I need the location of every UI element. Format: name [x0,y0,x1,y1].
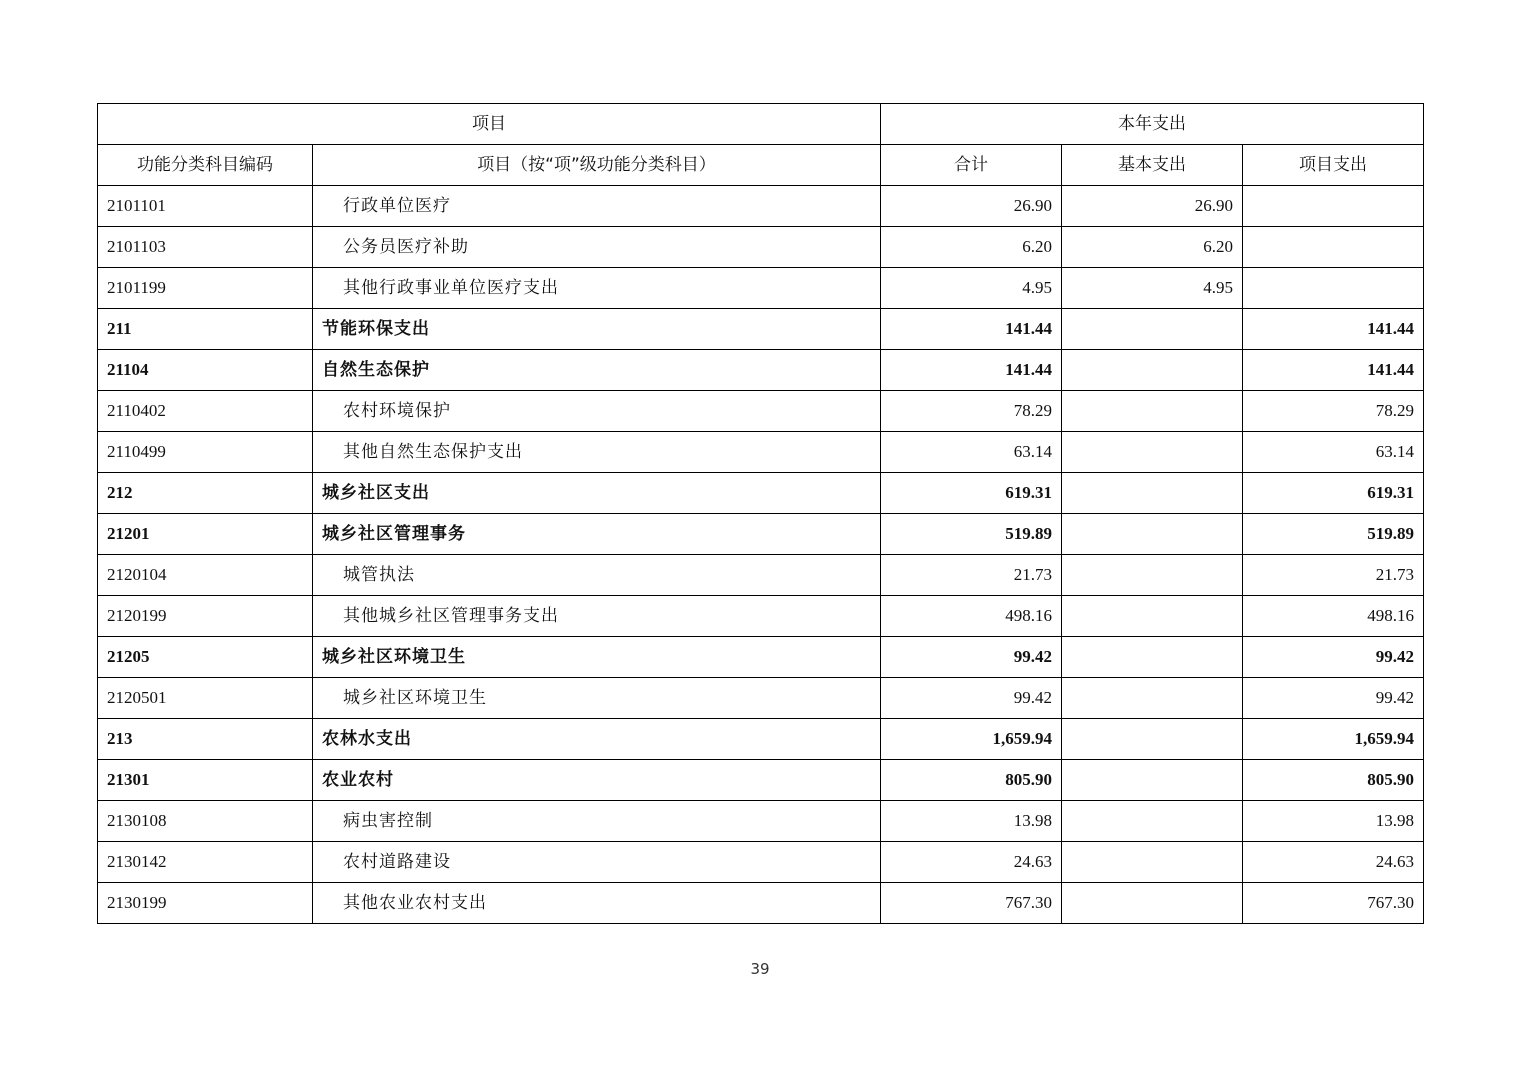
cell-total: 4.95 [881,268,1062,309]
cell-code: 2120104 [98,555,313,596]
cell-name: 城乡社区环境卫生 [313,678,881,719]
cell-code: 2101199 [98,268,313,309]
cell-name: 城管执法 [313,555,881,596]
table-row [98,309,1424,350]
header-basic: 基本支出 [1062,145,1243,186]
cell-basic: 26.90 [1062,186,1243,227]
cell-total: 21.73 [881,555,1062,596]
table-row [98,473,1424,514]
cell-name: 农村环境保护 [313,391,881,432]
cell-total: 1,659.94 [881,719,1062,760]
cell-code: 2110499 [98,432,313,473]
cell-code: 2110402 [98,391,313,432]
table-row [98,432,1424,473]
cell-name: 其他行政事业单位医疗支出 [313,268,881,309]
cell-code: 211 [98,309,313,350]
table-row [98,678,1424,719]
cell-total: 24.63 [881,842,1062,883]
cell-name: 其他农业农村支出 [313,883,881,924]
table-row [98,883,1424,924]
cell-project: 99.42 [1243,637,1424,678]
expenditure-table [97,103,1424,924]
cell-name: 农林水支出 [313,719,881,760]
cell-total: 78.29 [881,391,1062,432]
cell-code: 2130142 [98,842,313,883]
cell-total: 63.14 [881,432,1062,473]
header-current-year-expense: 本年支出 [881,104,1424,145]
table-row [98,268,1424,309]
cell-total: 13.98 [881,801,1062,842]
table-row [98,760,1424,801]
cell-name: 城乡社区环境卫生 [313,637,881,678]
cell-code: 2101101 [98,186,313,227]
table-row [98,514,1424,555]
table-row [98,637,1424,678]
cell-total: 141.44 [881,350,1062,391]
header-item-by-class: 项目（按“项”级功能分类科目） [313,145,881,186]
table-row [98,350,1424,391]
cell-total: 6.20 [881,227,1062,268]
cell-name: 城乡社区支出 [313,473,881,514]
cell-basic [1062,473,1243,514]
cell-basic: 6.20 [1062,227,1243,268]
header-code: 功能分类科目编码 [98,145,313,186]
cell-project: 13.98 [1243,801,1424,842]
cell-total: 619.31 [881,473,1062,514]
cell-total: 141.44 [881,309,1062,350]
cell-name: 城乡社区管理事务 [313,514,881,555]
cell-project: 619.31 [1243,473,1424,514]
cell-basic [1062,514,1243,555]
cell-project: 1,659.94 [1243,719,1424,760]
cell-basic [1062,719,1243,760]
cell-total: 767.30 [881,883,1062,924]
cell-basic [1062,309,1243,350]
table-row [98,227,1424,268]
cell-project: 767.30 [1243,883,1424,924]
cell-project: 498.16 [1243,596,1424,637]
cell-basic [1062,350,1243,391]
cell-total: 99.42 [881,637,1062,678]
cell-code: 21205 [98,637,313,678]
cell-basic [1062,678,1243,719]
cell-code: 2130199 [98,883,313,924]
header-row-2 [98,145,1424,186]
table-row [98,801,1424,842]
cell-code: 212 [98,473,313,514]
cell-basic [1062,391,1243,432]
cell-code: 21104 [98,350,313,391]
cell-code: 21201 [98,514,313,555]
cell-name: 农业农村 [313,760,881,801]
table-row [98,186,1424,227]
cell-name: 行政单位医疗 [313,186,881,227]
cell-name: 公务员医疗补助 [313,227,881,268]
header-project: 项目支出 [1243,145,1424,186]
cell-basic [1062,883,1243,924]
cell-code: 2120199 [98,596,313,637]
cell-name: 自然生态保护 [313,350,881,391]
cell-total: 26.90 [881,186,1062,227]
cell-project: 21.73 [1243,555,1424,596]
cell-name: 其他自然生态保护支出 [313,432,881,473]
cell-basic [1062,596,1243,637]
cell-code: 2101103 [98,227,313,268]
table-row [98,555,1424,596]
cell-basic [1062,637,1243,678]
cell-total: 498.16 [881,596,1062,637]
header-item: 项目 [98,104,881,145]
cell-project [1243,268,1424,309]
cell-total: 805.90 [881,760,1062,801]
cell-name: 病虫害控制 [313,801,881,842]
cell-basic [1062,801,1243,842]
cell-total: 519.89 [881,514,1062,555]
cell-code: 21301 [98,760,313,801]
cell-project: 78.29 [1243,391,1424,432]
cell-basic [1062,760,1243,801]
cell-total: 99.42 [881,678,1062,719]
cell-name: 节能环保支出 [313,309,881,350]
cell-code: 2130108 [98,801,313,842]
table-row [98,719,1424,760]
cell-basic [1062,555,1243,596]
cell-project: 24.63 [1243,842,1424,883]
table-header [98,104,1424,186]
table-body [98,186,1424,924]
cell-name: 农村道路建设 [313,842,881,883]
cell-code: 213 [98,719,313,760]
cell-project: 141.44 [1243,309,1424,350]
cell-name: 其他城乡社区管理事务支出 [313,596,881,637]
cell-project [1243,227,1424,268]
cell-project: 99.42 [1243,678,1424,719]
cell-project: 519.89 [1243,514,1424,555]
cell-basic [1062,842,1243,883]
header-row-1 [98,104,1424,145]
page-number: 39 [750,960,770,978]
header-total: 合计 [881,145,1062,186]
table-row [98,391,1424,432]
cell-basic [1062,432,1243,473]
cell-project: 141.44 [1243,350,1424,391]
cell-code: 2120501 [98,678,313,719]
table-row [98,596,1424,637]
cell-project: 63.14 [1243,432,1424,473]
cell-project [1243,186,1424,227]
table-row [98,842,1424,883]
cell-basic: 4.95 [1062,268,1243,309]
cell-project: 805.90 [1243,760,1424,801]
